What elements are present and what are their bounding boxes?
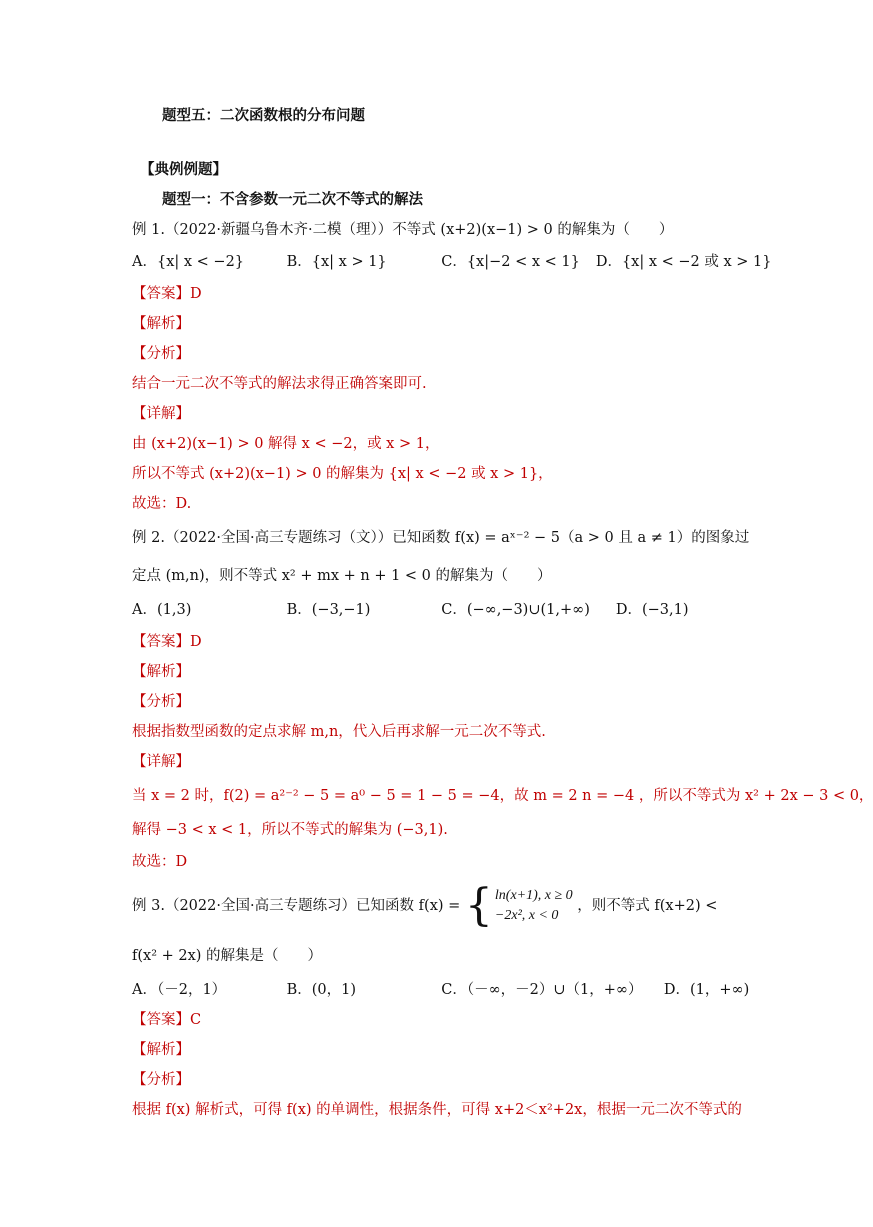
ex1-fenxi-text: 结合一元二次不等式的解法求得正确答案即可.: [132, 376, 427, 392]
ex1-detail-3: 故选：D.: [132, 496, 192, 512]
ex2-option-b: B．(−3,−1): [286, 602, 371, 618]
ex1-fenxi: 【分析】: [132, 346, 190, 362]
ex3-piecewise: [464, 880, 573, 931]
ex2-stem-2: 定点 (m,n)，则不等式 x² + mx + n + 1 < 0 的解集为（ ）: [132, 568, 552, 584]
ex3-option-b: B．(0，1): [286, 982, 357, 998]
ex3-case-1: ln(x+1), x ≥ 0: [494, 888, 573, 903]
ex3-stem-1b: ，则不等式 f(x+2) <: [577, 898, 718, 914]
ex2-detail-3: 故选：D: [132, 854, 188, 870]
ex1-detail-2: 所以不等式 (x+2)(x−1) > 0 的解集为 {x| x < −2 或 x > 1}，: [132, 466, 553, 482]
heading-type5: 题型五：二次函数根的分布问题: [162, 107, 365, 124]
ex2-option-a: A．(1,3): [132, 602, 192, 618]
ex1-options: [132, 251, 772, 273]
ex1-xiangjie: 【详解】: [132, 406, 190, 422]
ex2-detail-2: 解得 −3 < x < 1，所以不等式的解集为 (−3,1).: [132, 822, 448, 838]
ex1-stem: 例 1.（2022·新疆乌鲁木齐·二模（理））不等式 (x+2)(x−1) > 0 的解集为（ ）: [132, 222, 674, 238]
ex3-jiexi: 【解析】: [132, 1042, 190, 1058]
ex2-options: [132, 599, 752, 621]
ex3-option-c: C．（－∞，－2）∪（1，+∞）: [441, 982, 643, 998]
ex3-stem-1a: 例 3.（2022·全国·高三专题练习）已知函数 f(x) =: [132, 898, 461, 914]
ex3-answer: 【答案】C: [132, 1012, 202, 1028]
ex1-jiexi: 【解析】: [132, 316, 190, 332]
ex2-detail-1: 当 x = 2 时，f(2) = a²⁻² − 5 = a⁰ − 5 = 1 − 5 = −4，故 m = 2 n = −4 ，所以不等式为 x² + 2x − 3 < 0，: [132, 788, 873, 804]
ex1-option-d: D．{x| x < −2 或 x > 1}: [595, 254, 772, 270]
ex3-case-2: −2x², x < 0: [494, 908, 559, 923]
ex3-option-a: A．（－2，1）: [132, 982, 227, 998]
ex1-answer: 【答案】D: [132, 286, 202, 302]
ex2-answer: 【答案】D: [132, 634, 202, 650]
ex1-option-a: A．{x| x < −2}: [132, 254, 245, 270]
section-title: 【典例例题】: [140, 161, 227, 178]
type1-title: 题型一：不含参数一元二次不等式的解法: [162, 191, 423, 208]
ex2-stem-1: 例 2.（2022·全国·高三专题练习（文））已知函数 f(x) = aˣ⁻² − 5（a > 0 且 a ≠ 1）的图象过: [132, 530, 750, 546]
ex1-option-c: C．{x|−2 < x < 1}: [441, 254, 580, 270]
ex3-fenxi-text: 根据 f(x) 解析式，可得 f(x) 的单调性，根据条件，可得 x+2＜x²+2x，根据一元二次不等式的: [132, 1102, 742, 1118]
ex2-fenxi: 【分析】: [132, 694, 190, 710]
ex3-fenxi: 【分析】: [132, 1072, 190, 1088]
ex2-xiangjie: 【详解】: [132, 754, 190, 770]
ex2-fenxi-text: 根据指数型函数的定点求解 m,n，代入后再求解一元二次不等式.: [132, 724, 546, 740]
ex1-detail-1: 由 (x+2)(x−1) > 0 解得 x < −2，或 x > 1，: [132, 436, 440, 452]
ex3-stem-1: [132, 880, 744, 931]
ex3-options: [132, 979, 752, 1001]
ex2-jiexi: 【解析】: [132, 664, 190, 680]
ex3-cases: [495, 886, 573, 926]
ex2-option-c: C．(−∞,−3)∪(1,+∞): [441, 602, 590, 618]
ex1-option-b: B．{x| x > 1}: [286, 254, 387, 270]
ex3-stem-2: f(x² + 2x) 的解集是（ ）: [132, 948, 323, 964]
ex3-option-d: D．(1，+∞): [663, 982, 750, 998]
brace-icon: {: [464, 880, 493, 931]
ex2-option-d: D．(−3,1): [615, 602, 689, 618]
